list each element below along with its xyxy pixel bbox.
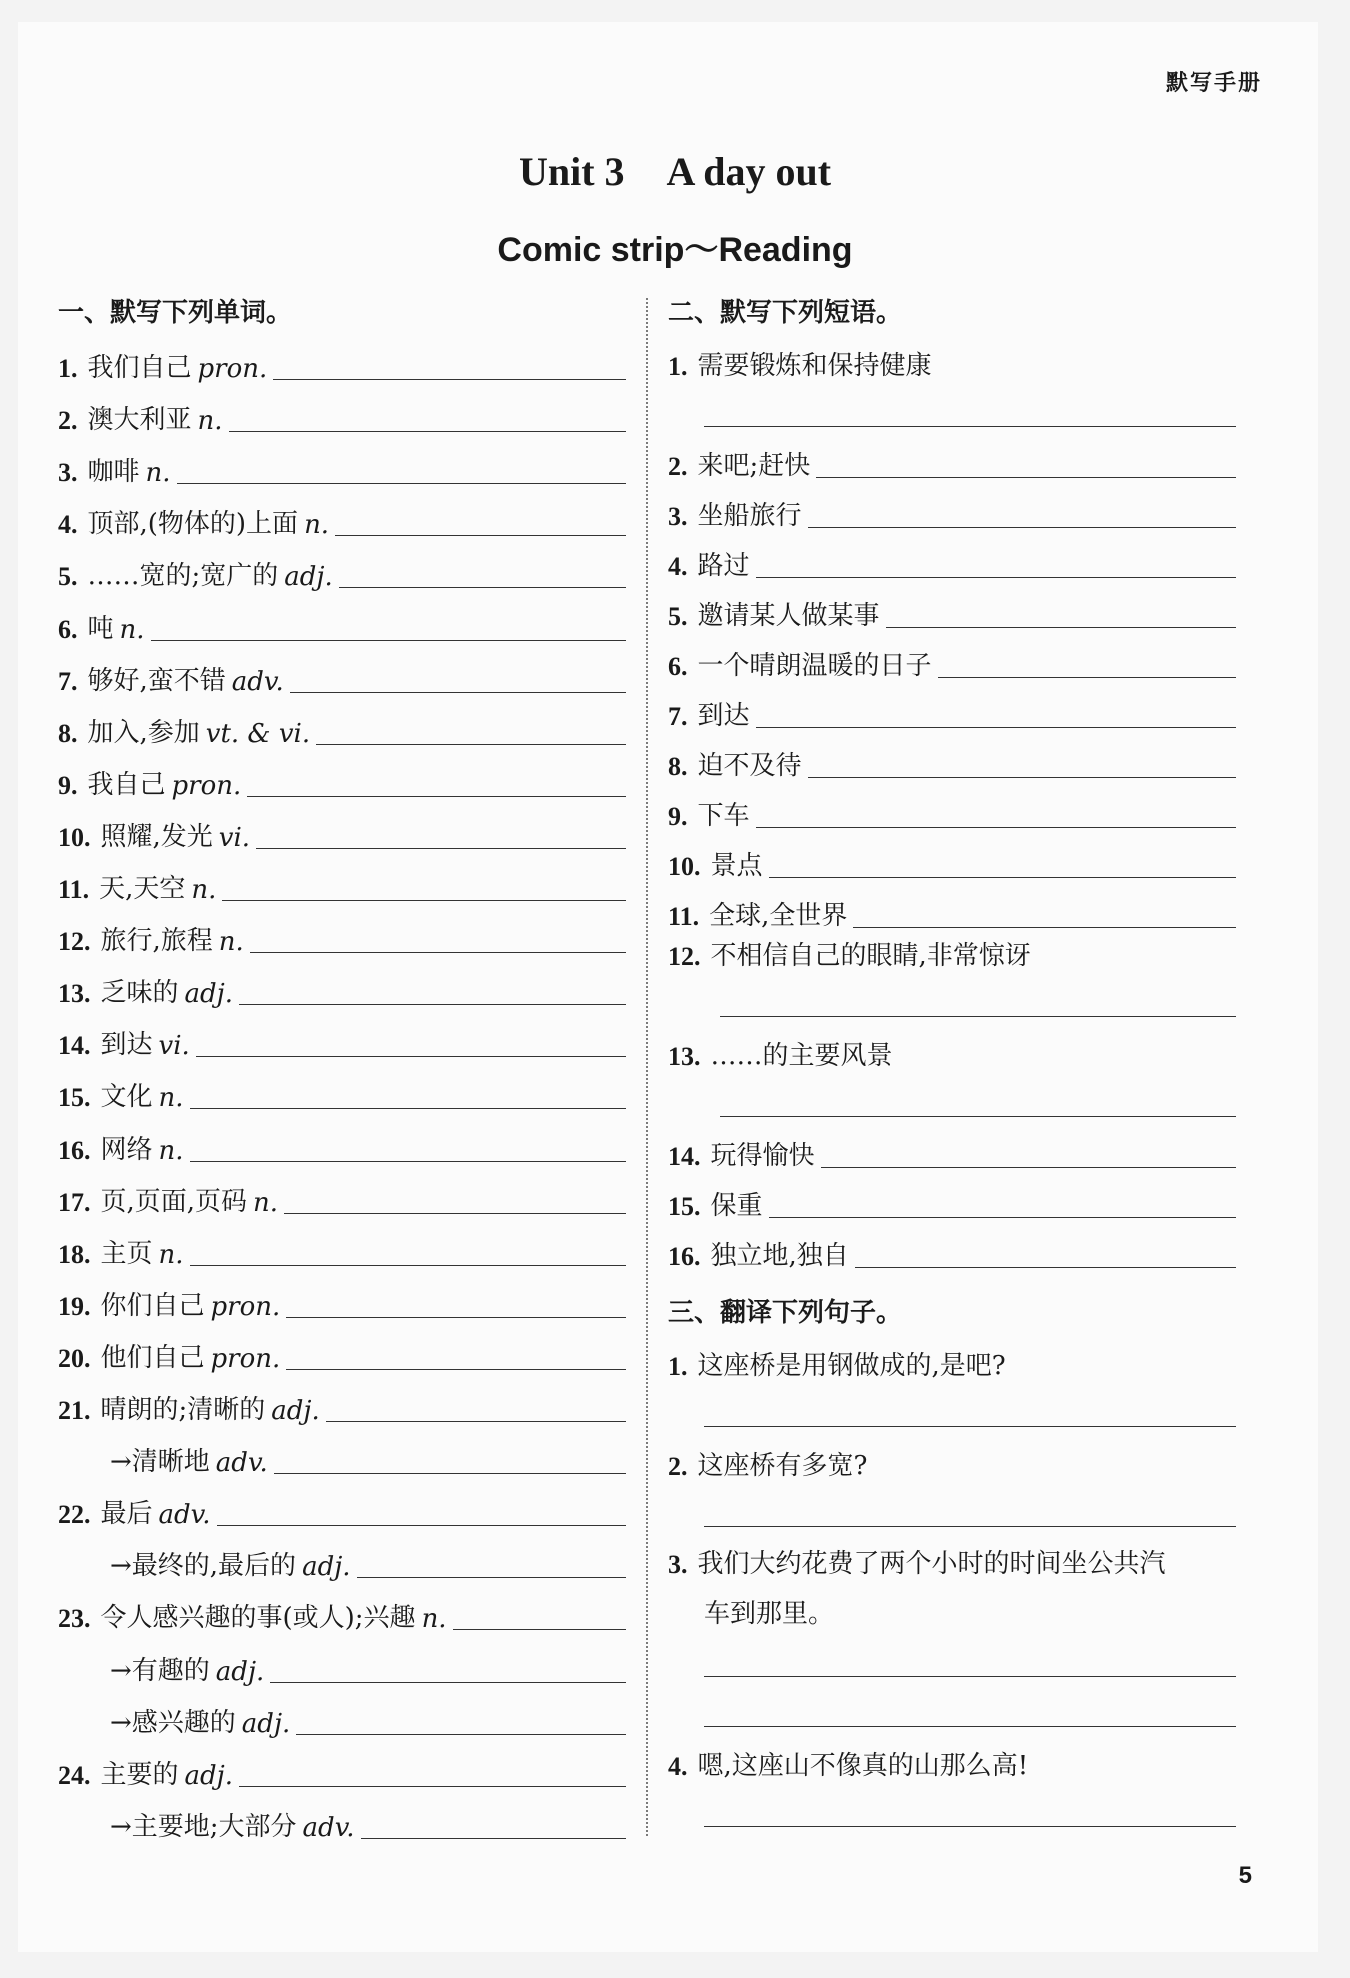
answer-line[interactable]: [808, 777, 1236, 778]
item-number: 14.: [668, 1142, 701, 1171]
item-number: 18.: [58, 1240, 91, 1269]
phrase-item-6: [668, 642, 1236, 682]
item-number: 15.: [58, 1083, 91, 1112]
answer-line[interactable]: [229, 431, 626, 432]
vocab-meaning: →有趣的: [110, 1656, 210, 1686]
answer-line[interactable]: [704, 1676, 1236, 1677]
answer-line[interactable]: [361, 1838, 626, 1839]
vocab-item-5: [58, 552, 626, 592]
vocab-derived-item: [58, 1647, 626, 1687]
part-of-speech: adj.: [241, 1709, 291, 1739]
item-number: 8.: [58, 719, 78, 748]
unit-name: A day out: [666, 149, 832, 194]
vocab-derived-item: [58, 1699, 626, 1739]
item-number: 13.: [58, 979, 91, 1008]
item-number: 4.: [58, 510, 78, 539]
answer-line[interactable]: [704, 1826, 1236, 1827]
phrase-item-14: [668, 1132, 1236, 1172]
vocab-item-18: [58, 1230, 626, 1270]
phrase-text: 邀请某人做某事: [697, 601, 880, 631]
vocab-derived-item: [58, 1803, 626, 1843]
item-number: 5.: [58, 562, 78, 591]
answer-line[interactable]: [808, 527, 1236, 528]
answer-line[interactable]: [286, 1369, 626, 1370]
phrase-item-12: 12. 不相信自己的眼睛,非常惊讶: [668, 932, 1236, 972]
vocab-item-21: [58, 1386, 626, 1426]
answer-line[interactable]: [886, 627, 1236, 628]
answer-line[interactable]: [222, 900, 626, 901]
phrase-text: ……的主要风景: [710, 1041, 893, 1071]
item-number: 5.: [668, 602, 688, 631]
section1-heading: 一、默写下列单词。: [58, 298, 293, 328]
answer-line[interactable]: [239, 1004, 626, 1005]
vocab-item-16: [58, 1126, 626, 1166]
phrase-text: 不相信自己的眼睛,非常惊讶: [710, 941, 1031, 971]
vocab-meaning: →主要地;大部分: [110, 1812, 297, 1842]
item-number: 19.: [58, 1292, 91, 1321]
part-of-speech: adj.: [284, 562, 333, 592]
phrase-text: 景点: [710, 851, 763, 881]
part-of-speech: adv.: [302, 1813, 355, 1843]
answer-line[interactable]: [274, 1473, 626, 1474]
phrase-item-16: [668, 1232, 1236, 1272]
column-divider: [646, 298, 648, 1836]
vocab-item-4: [58, 500, 626, 540]
answer-line[interactable]: [704, 1426, 1236, 1427]
phrase-item-15: [668, 1182, 1236, 1222]
item-number: 15.: [668, 1192, 701, 1221]
vocab-item-11: [58, 865, 626, 905]
vocab-item-8: [58, 709, 626, 749]
sentence-item-1: 1. 这座桥是用钢做成的,是吧?: [668, 1342, 1236, 1382]
item-number: 6.: [668, 652, 688, 681]
part-of-speech: pron.: [210, 1344, 281, 1374]
vocab-meaning: 网络: [100, 1135, 153, 1165]
part-of-speech: n.: [253, 1188, 279, 1218]
section2-heading: 二、默写下列短语。: [668, 298, 903, 328]
part-of-speech: adv.: [215, 1448, 268, 1478]
item-number: 11.: [668, 902, 700, 931]
answer-line[interactable]: [756, 827, 1236, 828]
part-of-speech: adj.: [184, 1761, 233, 1791]
part-of-speech: n.: [218, 927, 244, 957]
answer-line[interactable]: [247, 796, 626, 797]
vocab-item-7: [58, 657, 626, 697]
vocab-meaning: 你们自己: [100, 1291, 205, 1321]
vocab-meaning: 晴朗的;清晰的: [100, 1395, 266, 1425]
item-number: 10.: [58, 823, 91, 852]
vocab-meaning: 令人感兴趣的事(或人);兴趣: [100, 1603, 416, 1633]
vocab-derived-item: [58, 1542, 626, 1582]
vocab-meaning: 文化: [100, 1082, 153, 1112]
vocab-meaning: 加入,参加: [87, 718, 200, 748]
vocab-meaning: ……宽的;宽广的: [87, 561, 279, 591]
item-number: 1.: [58, 354, 78, 383]
phrase-item-1: 1. 需要锻炼和保持健康: [668, 342, 1236, 382]
vocab-item-12: [58, 917, 626, 957]
vocab-meaning: 澳大利亚: [87, 405, 192, 435]
part-of-speech: vi.: [218, 823, 251, 853]
answer-line[interactable]: [769, 1217, 1236, 1218]
answer-line[interactable]: [270, 1682, 626, 1683]
phrase-text: 独立地,独自: [710, 1241, 849, 1271]
vocab-item-1: [58, 344, 626, 384]
phrase-text: 一个晴朗温暖的日子: [697, 651, 932, 681]
part-of-speech: adj.: [271, 1396, 320, 1426]
phrase-item-13: 13. ……的主要风景: [668, 1032, 1236, 1072]
answer-line[interactable]: [704, 1726, 1236, 1727]
answer-line[interactable]: [190, 1108, 626, 1109]
vocab-meaning: 主要的: [100, 1760, 179, 1790]
phrase-item-9: [668, 792, 1236, 832]
vocab-item-15: [58, 1073, 626, 1113]
phrase-item-11: [668, 892, 1236, 932]
phrase-text: 玩得愉快: [710, 1141, 815, 1171]
phrase-text: 需要锻炼和保持健康: [697, 351, 932, 381]
answer-line[interactable]: [151, 640, 626, 641]
header-label: 默写手册: [1165, 71, 1262, 96]
item-number: 9.: [58, 771, 78, 800]
sentence-text: 车到那里。: [704, 1599, 835, 1629]
answer-line[interactable]: [296, 1734, 626, 1735]
answer-line[interactable]: [704, 1526, 1236, 1527]
phrase-text: 迫不及待: [697, 751, 802, 781]
sentence-text: 这座桥有多宽?: [697, 1451, 868, 1481]
phrase-item-3: [668, 492, 1236, 532]
answer-line[interactable]: [453, 1629, 626, 1630]
item-number: 2.: [58, 406, 78, 435]
phrase-item-4: [668, 542, 1236, 582]
vocab-item-17: [58, 1178, 626, 1218]
answer-line[interactable]: [816, 477, 1236, 478]
unit-title: [0, 148, 1350, 195]
vocab-meaning: 乏味的: [100, 978, 179, 1008]
item-number: 7.: [668, 702, 688, 731]
vocab-meaning: 到达: [100, 1030, 153, 1060]
answer-line[interactable]: [217, 1525, 626, 1526]
item-number: 11.: [58, 875, 90, 904]
item-number: 6.: [58, 615, 78, 644]
part-of-speech: n.: [197, 406, 223, 436]
part-of-speech: pron.: [210, 1292, 281, 1322]
phrase-text: 来吧;赶快: [697, 451, 811, 481]
vocab-item-24: [58, 1751, 626, 1791]
answer-line[interactable]: [720, 1016, 1236, 1017]
unit-number: Unit 3: [518, 149, 625, 194]
phrase-text: 路过: [697, 551, 750, 581]
answer-line[interactable]: [720, 1116, 1236, 1117]
item-number: 17.: [58, 1188, 91, 1217]
phrase-item-10: [668, 842, 1236, 882]
vocab-meaning: 吨: [87, 614, 114, 644]
phrase-text: 全球,全世界: [709, 901, 848, 931]
phrase-item-5: [668, 592, 1236, 632]
vocab-item-3: [58, 448, 626, 488]
phrase-text: 下车: [697, 801, 750, 831]
item-number: 3.: [668, 502, 688, 531]
phrase-item-7: [668, 692, 1236, 732]
page-number: 5: [1238, 1862, 1252, 1889]
part-of-speech: vt. & vi.: [205, 719, 311, 749]
item-number: 20.: [58, 1344, 91, 1373]
item-number: 24.: [58, 1761, 91, 1790]
phrase-text: 到达: [697, 701, 750, 731]
vocab-item-6: [58, 605, 626, 645]
item-number: 16.: [668, 1242, 701, 1271]
answer-line[interactable]: [250, 952, 626, 953]
vocab-item-2: [58, 396, 626, 436]
part-of-speech: n.: [158, 1083, 184, 1113]
vocab-meaning: →清晰地: [110, 1447, 210, 1477]
item-number: 10.: [668, 852, 701, 881]
vocab-item-13: [58, 969, 626, 1009]
item-number: 23.: [58, 1604, 91, 1633]
part-of-speech: adj.: [215, 1657, 265, 1687]
sentence-item-2: 2. 这座桥有多宽?: [668, 1442, 1236, 1482]
part-of-speech: n.: [158, 1240, 184, 1270]
vocab-meaning: 照耀,发光: [100, 822, 213, 852]
part-of-speech: n.: [191, 875, 217, 905]
answer-line[interactable]: [938, 677, 1236, 678]
answer-line[interactable]: [316, 744, 626, 745]
phrase-item-8: [668, 742, 1236, 782]
part-of-speech: adv.: [231, 667, 284, 697]
answer-line[interactable]: [855, 1267, 1236, 1268]
part-of-speech: n.: [119, 615, 145, 645]
answer-line[interactable]: [273, 379, 626, 380]
part-of-speech: n.: [421, 1604, 447, 1634]
vocab-item-23: [58, 1594, 626, 1634]
sentence-text: 嗯,这座山不像真的山那么高!: [697, 1751, 1029, 1781]
vocab-meaning: 我自己: [87, 770, 166, 800]
vocab-meaning: 天,天空: [99, 874, 186, 904]
vocab-item-14: [58, 1021, 626, 1061]
part-of-speech: n.: [304, 510, 330, 540]
part-of-speech: n.: [158, 1136, 184, 1166]
vocab-item-9: [58, 761, 626, 801]
answer-line[interactable]: [704, 426, 1236, 427]
part-of-speech: adj.: [302, 1552, 351, 1582]
section3-heading: 三、翻译下列句子。: [668, 1298, 903, 1328]
vocab-meaning: 页,页面,页码: [100, 1187, 248, 1217]
unit-subtitle: Comic strip～Reading: [497, 231, 853, 269]
answer-line[interactable]: [756, 577, 1236, 578]
answer-line[interactable]: [177, 483, 626, 484]
answer-line[interactable]: [290, 692, 626, 693]
part-of-speech: vi.: [158, 1031, 190, 1061]
phrase-text: 坐船旅行: [697, 501, 802, 531]
item-number: 2.: [668, 452, 688, 481]
answer-line[interactable]: [756, 727, 1236, 728]
vocab-meaning: 我们自己: [87, 353, 192, 383]
vocab-derived-item: [58, 1438, 626, 1478]
answer-line[interactable]: [256, 848, 626, 849]
sentence-item-4: 4. 嗯,这座山不像真的山那么高!: [668, 1742, 1236, 1782]
part-of-speech: pron.: [197, 354, 268, 384]
part-of-speech: pron.: [171, 771, 242, 801]
answer-line[interactable]: [339, 587, 626, 588]
item-number: 9.: [668, 802, 688, 831]
vocab-item-10: [58, 813, 626, 853]
vocab-meaning: →最终的,最后的: [110, 1551, 297, 1581]
item-number: 16.: [58, 1136, 91, 1165]
vocab-item-20: [58, 1334, 626, 1374]
sentence-item-3-cont: [668, 1590, 1236, 1630]
sentence-text: 这座桥是用钢做成的,是吧?: [697, 1351, 1006, 1381]
answer-line[interactable]: [326, 1421, 626, 1422]
answer-line[interactable]: [821, 1167, 1236, 1168]
item-number: 4.: [668, 552, 688, 581]
item-number: 14.: [58, 1031, 91, 1060]
vocab-meaning: 最后: [100, 1499, 153, 1529]
vocab-meaning: 旅行,旅程: [100, 926, 213, 956]
part-of-speech: adv.: [158, 1500, 211, 1530]
part-of-speech: n.: [145, 458, 171, 488]
vocab-item-19: [58, 1282, 626, 1322]
part-of-speech: adj.: [184, 979, 233, 1009]
vocab-meaning: 主页: [100, 1239, 153, 1269]
answer-line[interactable]: [190, 1265, 626, 1266]
item-number: 22.: [58, 1500, 91, 1529]
item-number: 7.: [58, 667, 78, 696]
sentence-item-3: 3. 我们大约花费了两个小时的时间坐公共汽: [668, 1540, 1236, 1580]
vocab-meaning: 顶部,(物体的)上面: [87, 509, 299, 539]
vocab-meaning: 咖啡: [87, 457, 140, 487]
item-number: 8.: [668, 752, 688, 781]
item-number: 12.: [58, 927, 91, 956]
vocab-meaning: 够好,蛮不错: [87, 666, 226, 696]
answer-line[interactable]: [357, 1577, 626, 1578]
answer-line[interactable]: [190, 1161, 626, 1162]
answer-line[interactable]: [853, 927, 1236, 928]
phrase-item-2: [668, 442, 1236, 482]
answer-line[interactable]: [286, 1317, 626, 1318]
phrase-text: 保重: [710, 1191, 763, 1221]
answer-line[interactable]: [284, 1213, 626, 1214]
item-number: 21.: [58, 1396, 91, 1425]
vocab-item-22: [58, 1490, 626, 1530]
sentence-text: 我们大约花费了两个小时的时间坐公共汽: [697, 1549, 1166, 1579]
vocab-meaning: →感兴趣的: [110, 1708, 236, 1738]
vocab-meaning: 他们自己: [100, 1343, 205, 1373]
answer-line[interactable]: [335, 535, 626, 536]
item-number: 3.: [58, 458, 78, 487]
answer-line[interactable]: [769, 877, 1236, 878]
answer-line[interactable]: [239, 1786, 626, 1787]
answer-line[interactable]: [196, 1056, 626, 1057]
